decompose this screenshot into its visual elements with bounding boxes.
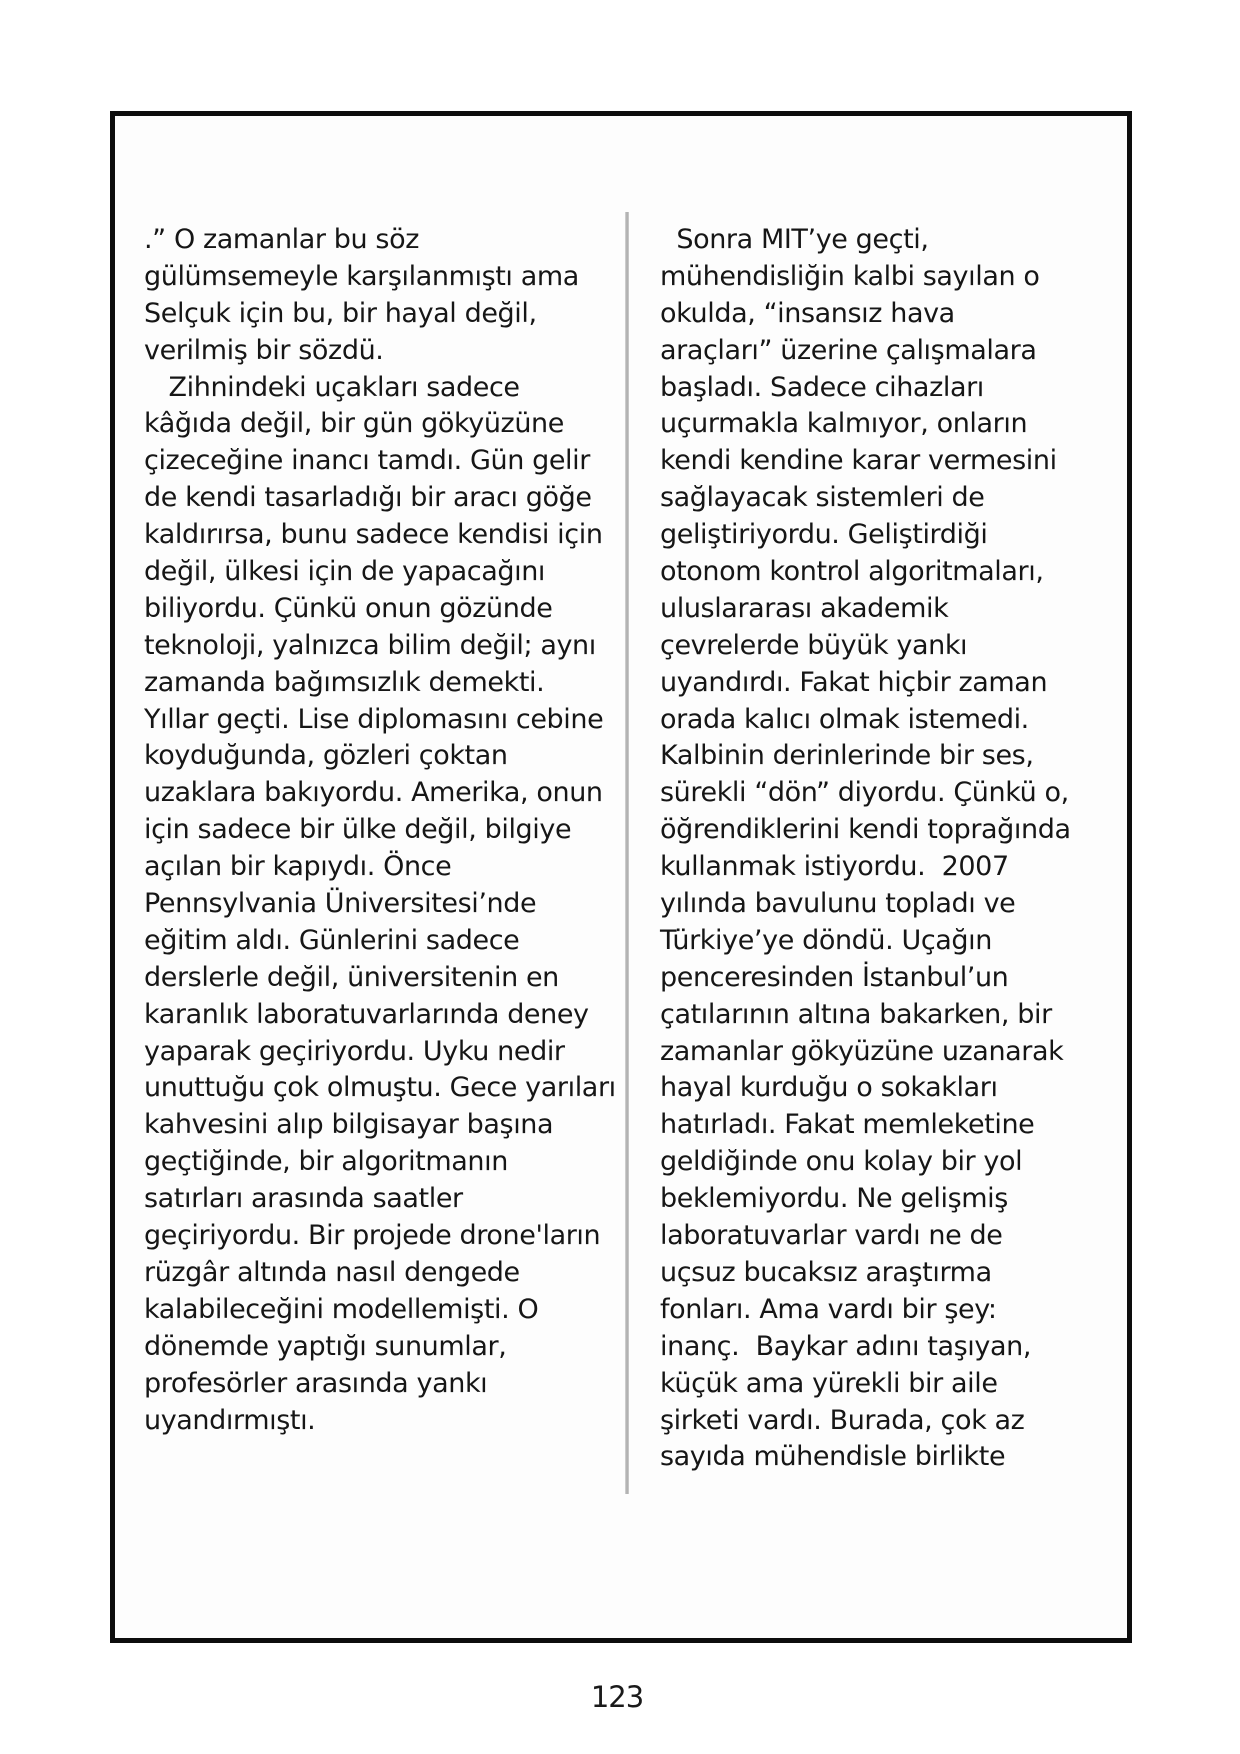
text-line: Yıllar geçti. Lise diplomasını cebine	[144, 703, 604, 735]
text-line: orada kalıcı olmak istemedi.	[660, 703, 1029, 735]
text-line: uyandırmıştı.	[144, 1404, 316, 1436]
text-line: şirketi vardı. Burada, çok az	[660, 1404, 1025, 1436]
text-line: geliştiriyordu. Geliştirdiği	[660, 519, 988, 551]
text-line: kâğıda değil, bir gün gökyüzüne	[144, 408, 564, 440]
text-line: Pennsylvania Üniversitesi’nde	[144, 888, 537, 920]
text-line: okulda, “insansız hava	[660, 297, 955, 329]
text-line: öğrendiklerini kendi toprağında	[660, 814, 1071, 846]
text-line: kullanmak istiyordu. 2007	[660, 851, 1009, 883]
text-line: verilmiş bir sözdü.	[144, 334, 384, 366]
text-line: kahvesini alıp bilgisayar başına	[144, 1109, 554, 1141]
text-line: profesörler arasında yankı	[144, 1367, 488, 1399]
text-line: hatırladı. Fakat memleketine	[660, 1109, 1035, 1141]
text-line: zamanda bağımsızlık demekti.	[144, 666, 545, 698]
text-line: teknoloji, yalnızca bilim değil; aynı	[144, 629, 596, 661]
text-line: araçları” üzerine çalışmalara	[660, 334, 1037, 366]
text-line: geldiğinde onu kolay bir yol	[660, 1146, 1023, 1178]
text-line: geçtiğinde, bir algoritmanın	[144, 1146, 508, 1178]
text-line: mühendisliğin kalbi sayılan o	[660, 260, 1040, 292]
text-line: koyduğunda, gözleri çoktan	[144, 740, 508, 772]
text-line: sağlayacak sistemleri de	[660, 482, 985, 514]
text-line: yaparak geçiriyordu. Uyku nedir	[144, 1035, 565, 1067]
text-line: fonları. Ama vardı bir şey:	[660, 1293, 997, 1325]
text-line: yılında bavulunu topladı ve	[660, 888, 1016, 920]
text-line: Sonra MIT’ye geçti,	[660, 224, 929, 255]
text-line: sürekli “dön” diyordu. Çünkü o,	[660, 777, 1069, 809]
text-line: çevrelerde büyük yankı	[660, 629, 968, 661]
text-line: rüzgâr altında nasıl dengede	[144, 1256, 520, 1288]
text-line: kalabileceğini modellemişti. O	[144, 1293, 539, 1325]
page-number	[0, 1680, 1240, 1714]
text-line: çatılarının altına bakarken, bir	[660, 998, 1052, 1030]
text-line: Selçuk için bu, bir hayal değil,	[144, 297, 537, 329]
text-line: .” O zamanlar bu söz	[144, 224, 419, 255]
page-number-text: 123	[590, 1680, 644, 1714]
text-line: uyandırdı. Fakat hiçbir zaman	[660, 666, 1048, 698]
text-line: Zihnindeki uçakları sadece	[144, 371, 520, 403]
text-line: için sadece bir ülke değil, bilgiye	[144, 814, 572, 846]
text-line: penceresinden İstanbul’un	[660, 961, 1009, 993]
text-line: uçurmakla kalmıyor, onların	[660, 408, 1028, 440]
text-line: kaldırırsa, bunu sadece kendisi için	[144, 519, 603, 551]
text-line: açılan bir kapıydı. Önce	[144, 851, 452, 883]
text-line: hayal kurduğu o sokakları	[660, 1072, 998, 1104]
text-line: Türkiye’ye döndü. Uçağın	[660, 924, 992, 956]
text-line: uluslararası akademik	[660, 592, 949, 624]
text-line: küçük ama yürekli bir aile	[660, 1367, 998, 1399]
text-line: geçiriyordu. Bir projede drone'ların	[144, 1220, 601, 1252]
text-line: uzaklara bakıyordu. Amerika, onun	[144, 777, 603, 809]
text-line: de kendi tasarladığı bir aracı göğe	[144, 482, 592, 514]
text-line: derslerle değil, üniversitenin en	[144, 961, 559, 993]
text-line: kendi kendine karar vermesini	[660, 445, 1057, 477]
text-line: gülümsemeyle karşılanmıştı ama	[144, 260, 579, 292]
text-line: karanlık laboratuvarlarında deney	[144, 998, 589, 1030]
text-line: otonom kontrol algoritmaları,	[660, 556, 1044, 588]
text-line: beklemiyordu. Ne gelişmiş	[660, 1183, 1008, 1215]
text-line: biliyordu. Çünkü onun gözünde	[144, 592, 553, 624]
text-line: uçsuz bucaksız araştırma	[660, 1256, 992, 1288]
text-line: Kalbinin derinlerinde bir ses,	[660, 740, 1034, 772]
text-line: çizeceğine inancı tamdı. Gün gelir	[144, 445, 590, 477]
text-line: sayıda mühendisle birlikte	[660, 1441, 1006, 1473]
text-line: laboratuvarlar vardı ne de	[660, 1220, 1003, 1252]
column-divider	[625, 212, 629, 1494]
left-text-column	[144, 222, 616, 1439]
text-line: dönemde yaptığı sunumlar,	[144, 1330, 507, 1362]
text-line: eğitim aldı. Günlerini sadece	[144, 924, 520, 956]
text-line: başladı. Sadece cihazları	[660, 371, 984, 403]
text-line: değil, ülkesi için de yapacağını	[144, 556, 546, 588]
text-line: satırları arasında saatler	[144, 1183, 463, 1215]
text-line: inanç. Baykar adını taşıyan,	[660, 1330, 1032, 1362]
text-line: zamanlar gökyüzüne uzanarak	[660, 1035, 1064, 1067]
text-line: unuttuğu çok olmuştu. Gece yarıları	[144, 1072, 616, 1104]
right-text-column	[660, 222, 1071, 1476]
